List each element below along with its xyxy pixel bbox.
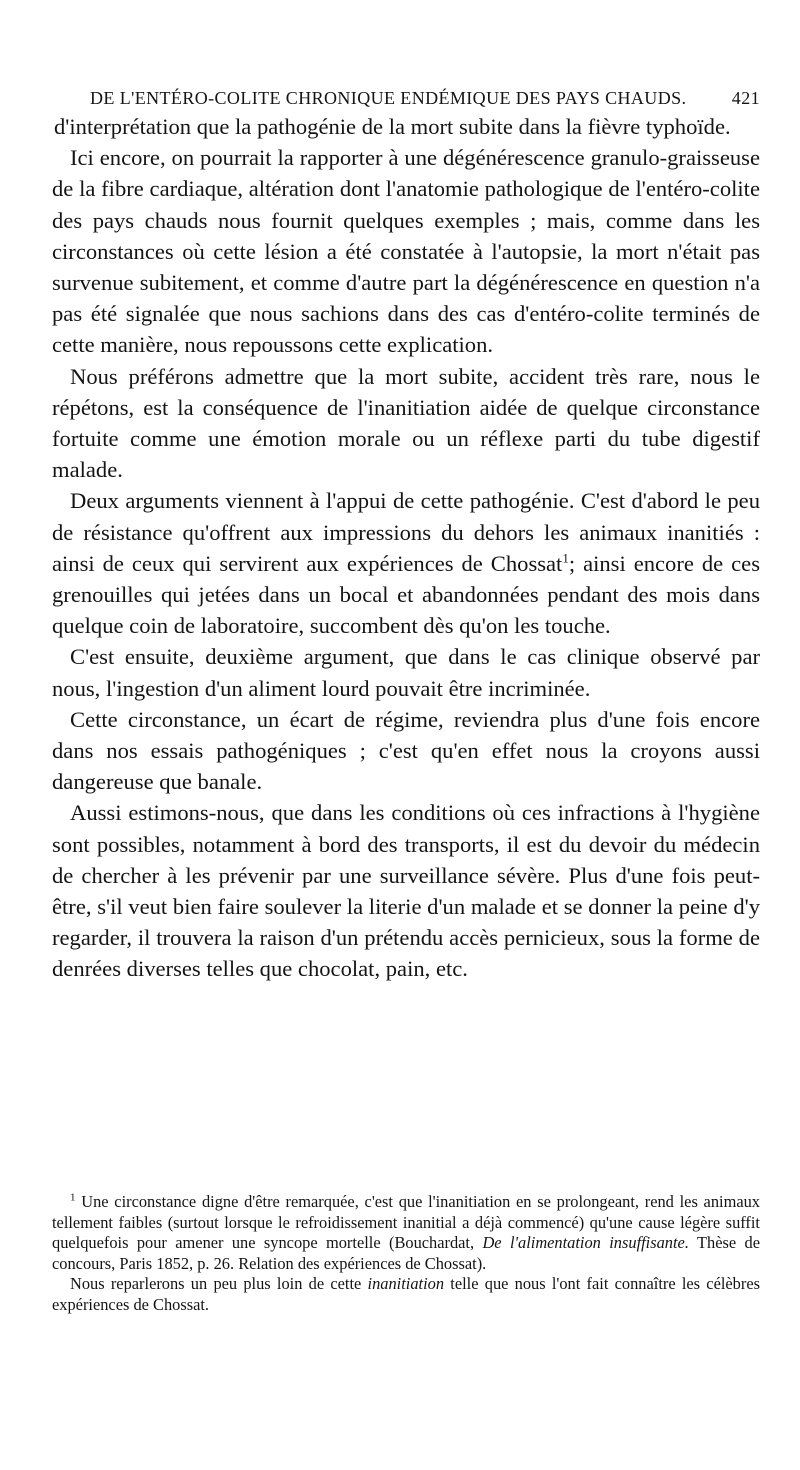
footnote-1	[52, 1192, 760, 1274]
footnote-2	[52, 1274, 760, 1315]
page-number: 421	[731, 88, 760, 108]
paragraph-6: Cette circonstance, un écart de régime, reviendra plus d'une fois encore dans nos essais pathogéniques ; c'est qu'en effet nous la croyons aussi dangereuse que banale.	[52, 706, 760, 795]
footnotes	[52, 1192, 760, 1315]
paragraph-7: Aussi estimons-nous, que dans les conditions où ces infractions à l'hygiène sont possibles, notamment à bord des transports, il est du devoir du médecin de chercher à les prévenir par une surveillance sévère. Plus d'une fois peut-être, s'il veut bien faire soulever la literie d'un malade et se donner la peine d'y regarder, il trouvera la raison d'un prétendu accès pernicieux, sous la forme de denrées diverses telles que chocolat, pain, etc.	[52, 800, 760, 982]
paragraph-4-part-1: Deux arguments viennent à l'appui de cette pathogénie. C'est d'abord le peu de résistance qu'offrent aux impressions du dehors les animaux inanitiés : ainsi de ceux qui servirent aux expériences de Chossat	[52, 488, 760, 576]
paragraph-4	[52, 485, 760, 641]
paragraph-2: Ici encore, on pourrait la rapporter à une dégénérescence granulo-graisseuse de la fibre cardiaque, altération dont l'anatomie pathologique de l'entéro-colite des pays chauds nous fournit quelques exemples ; mais, comme dans les circonstances où cette lésion a été constatée à l'autopsie, la mort n'était pas survenue subitement, et comme d'autre part la dégénérescence en question n'a pas été signalée que nous sachions dans des cas d'entéro-colite terminés de cette manière, nous repoussons cette explication.	[52, 145, 760, 358]
footnote-2-term: inanitiation	[367, 1274, 445, 1293]
footnote-2-part-2: telle que nous l'ont fait connaître les célèbres expériences de Chossat.	[52, 1274, 760, 1314]
paragraph-5: C'est ensuite, deuxième argument, que dans le cas clinique observé par nous, l'ingestion d'un aliment lourd pouvait être incriminée.	[52, 644, 760, 701]
footnote-marker: 1	[70, 1191, 76, 1204]
footnote-2-part-1: Nous reparlerons un peu plus loin de cette	[70, 1274, 368, 1293]
paragraph-1: d'interprétation que la pathogénie de la mort subite dans la fièvre typhoïde.	[54, 114, 731, 139]
paragraph-3: Nous préférons admettre que la mort subite, accident très rare, nous le répétons, est la conséquence de l'inanitiation aidée de quelque circonstance fortuite comme une émotion morale ou un réflexe parti du tube digestif malade.	[52, 363, 760, 483]
footnote-reference: 1	[562, 550, 569, 566]
footnote-1-part-1: Une circonstance digne d'être remarquée, c'est que l'inanitiation en se prolongeant, rend les animaux tellement faibles (surtout lorsque le refroidissement inanitial a déjà commencé) qu'une cause légère suffit quelquefois pour amener une syncope mortelle (Bouchardat,	[52, 1192, 760, 1252]
running-title: DE L'ENTÉRO-COLITE CHRONIQUE ENDÉMIQUE DES PAYS CHAUDS.	[90, 88, 687, 108]
footnote-1-book-title: De l'alimentation insuffisante.	[482, 1233, 689, 1252]
footnote-1-part-2: Thèse de concours, Paris 1852, p. 26. Relation des expériences de Chossat).	[52, 1233, 760, 1273]
paragraph-4-part-2: ; ainsi encore de ces grenouilles qui jetées dans un bocal et abandonnées pendant des mois dans quelque coin de laboratoire, succombent dès qu'on les touche.	[52, 550, 760, 639]
body-text	[52, 111, 760, 985]
